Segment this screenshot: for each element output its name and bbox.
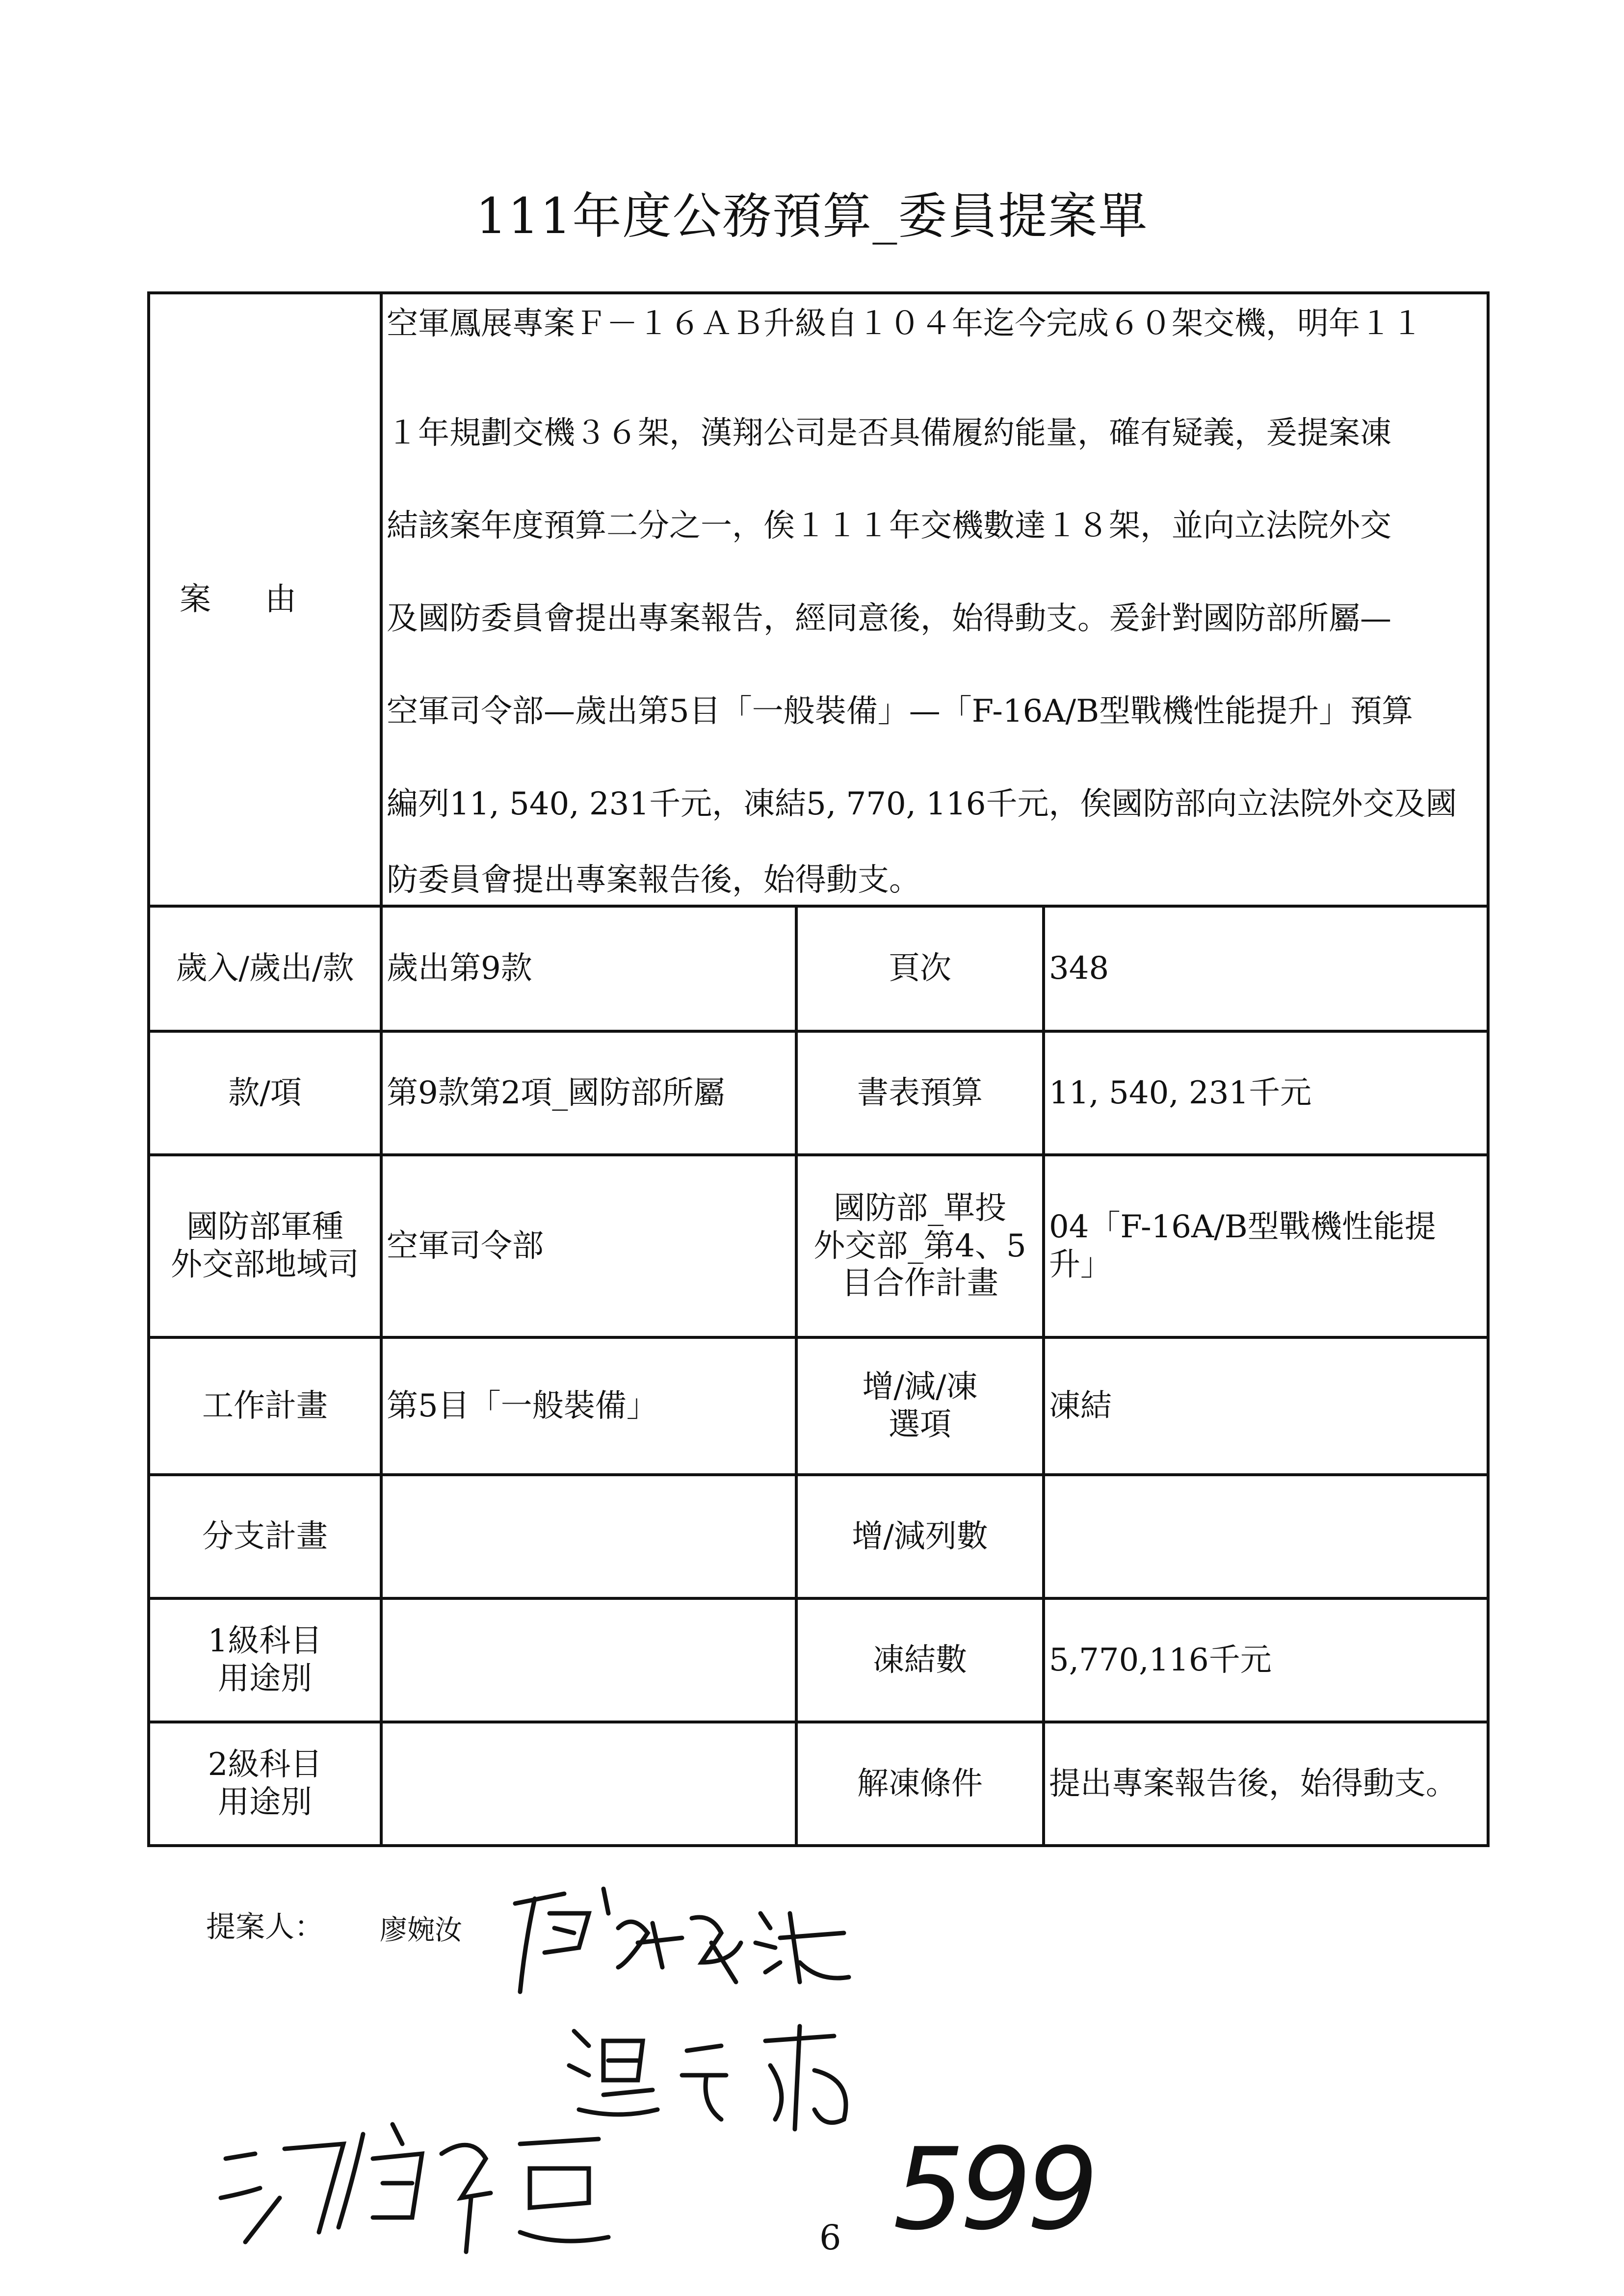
field-value: 第5目「一般裝備」 <box>381 1337 796 1475</box>
field-value: 提出專案報告後，始得動支。 <box>1044 1722 1488 1846</box>
reason-line: 結該案年度預算二分之一，俟１１１年交機數達１８架，並向立法院外交 <box>387 508 1391 544</box>
field-value: 第9款第2項_國防部所屬 <box>381 1031 796 1155</box>
signature-3 <box>216 2105 618 2267</box>
field-value: 5,770,116千元 <box>1044 1598 1488 1722</box>
field-label: 解凍條件 <box>796 1722 1044 1846</box>
field-value <box>381 1598 796 1722</box>
field-label: 凍結數 <box>796 1598 1044 1722</box>
field-label: 頁次 <box>796 906 1044 1031</box>
reason-line: 防委員會提出專案報告後，始得動支。 <box>387 862 920 898</box>
form-row <box>149 1155 1488 1337</box>
reason-line: 及國防委員會提出專案報告，經同意後，始得動支。爰針對國防部所屬— <box>387 600 1391 637</box>
page-title: 111年度公務預算_委員提案單 <box>475 187 1149 245</box>
reason-label-cell <box>149 293 381 906</box>
form-row <box>149 1475 1488 1598</box>
field-value: 空軍司令部 <box>381 1155 796 1337</box>
field-value: 348 <box>1044 906 1488 1031</box>
field-label: 國防部軍種 外交部地域司 <box>149 1155 381 1337</box>
field-label: 工作計畫 <box>149 1337 381 1475</box>
field-value: 11, 540, 231千元 <box>1044 1031 1488 1155</box>
field-value <box>1044 1475 1488 1598</box>
form-row <box>149 1722 1488 1846</box>
field-value <box>381 1722 796 1846</box>
field-label: 1級科目 用途別 <box>149 1598 381 1722</box>
field-label: 增/減列數 <box>796 1475 1044 1598</box>
reason-text-cell <box>381 293 1488 906</box>
reason-line: 空軍鳳展專案Ｆ－１６ＡＢ升級自１０４年迄今完成６０架交機，明年１１ <box>387 306 1423 342</box>
field-label: 款/項 <box>149 1031 381 1155</box>
form-row <box>149 906 1488 1031</box>
reason-line: １年規劃交機３６架，漢翔公司是否具備履約能量，確有疑義，爰提案凍 <box>387 415 1391 451</box>
field-label: 分支計畫 <box>149 1475 381 1598</box>
field-label: 歲入/歲出/款 <box>149 906 381 1031</box>
reason-row <box>149 293 1488 906</box>
reason-line: 編列11, 540, 231千元，凍結5, 770, 116千元，俟國防部向立法院外交及國 <box>387 786 1457 822</box>
field-value: 歲出第9款 <box>381 906 796 1031</box>
field-value: 凍結 <box>1044 1337 1488 1475</box>
page-number: 6 <box>819 2218 841 2258</box>
proposer-name: 廖婉汝 <box>380 1914 462 1946</box>
form-row <box>149 1337 1488 1475</box>
proposal-form-table <box>147 291 1490 1847</box>
reason-line: 空軍司令部—歲出第5目「一般裝備」—「F-16A/B型戰機性能提升」預算 <box>387 693 1414 730</box>
proposer-label: 提案人： <box>206 1910 324 1944</box>
field-label: 增/減/凍 選項 <box>796 1337 1044 1475</box>
form-row <box>149 1598 1488 1722</box>
field-label: 2級科目 用途別 <box>149 1722 381 1846</box>
form-row <box>149 1031 1488 1155</box>
field-label: 書表預算 <box>796 1031 1044 1155</box>
field-label: 國防部_單投 外交部_第4、5 目合作計畫 <box>796 1155 1044 1337</box>
handwritten-number: 599 <box>893 2124 1094 2255</box>
field-value: 04「F-16A/B型戰機性能提升」 <box>1044 1155 1488 1337</box>
reason-label: 案由 <box>180 581 350 618</box>
field-value <box>381 1475 796 1598</box>
signature-1 <box>505 1884 859 2011</box>
